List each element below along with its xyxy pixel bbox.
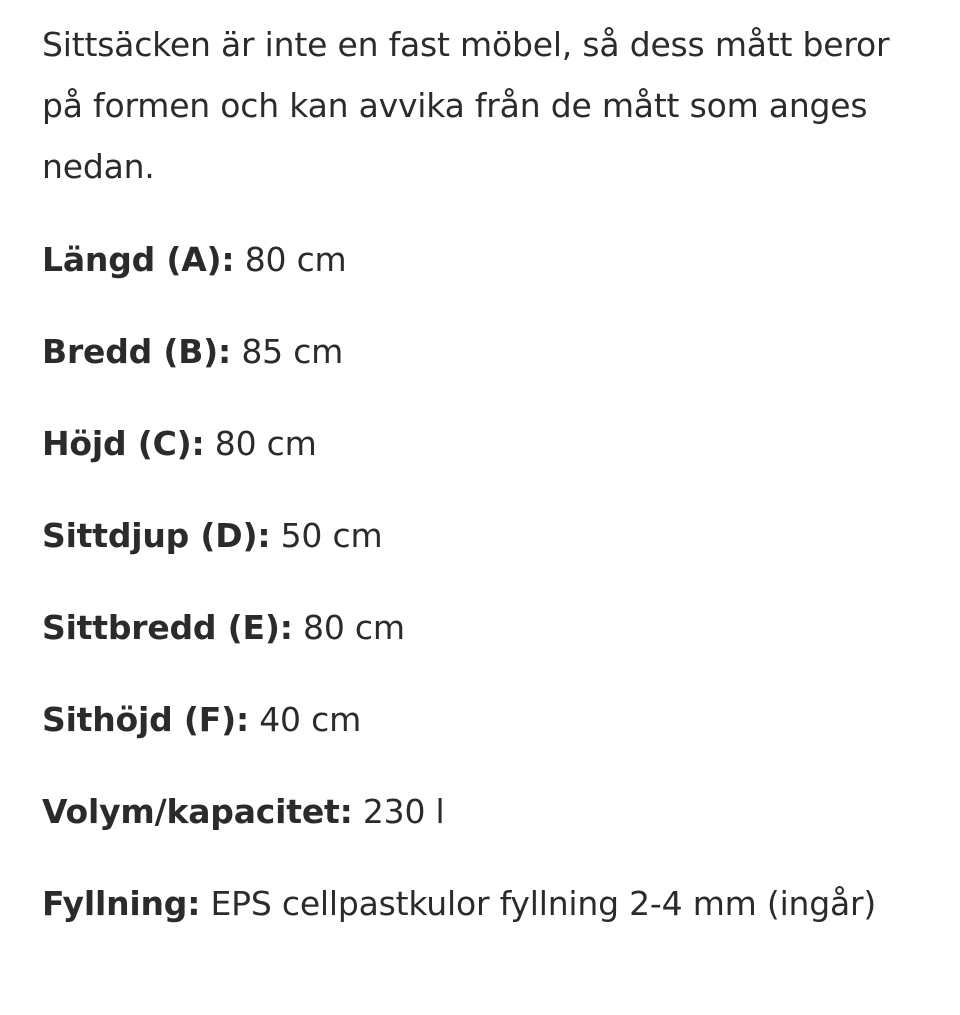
spec-seat-width (42, 597, 922, 658)
spec-value: 40 cm (259, 700, 362, 739)
spec-value: 230 l (362, 792, 445, 831)
spec-length (42, 229, 922, 290)
spec-volume (42, 781, 922, 842)
spec-label: Sittbredd (E): (42, 608, 293, 647)
spec-label: Volym/kapacitet: (42, 792, 353, 831)
product-dimensions-section (42, 14, 922, 934)
spec-filling (42, 873, 922, 934)
intro-paragraph: Sittsäcken är inte en fast möbel, så dess mått beror på formen och kan avvika från de mått som anges nedan. (42, 25, 890, 186)
spec-label: Sithöjd (F): (42, 700, 249, 739)
spec-value: EPS cellpastkulor fyllning 2-4 mm (ingår) (210, 884, 877, 923)
spec-label: Sittdjup (D): (42, 516, 271, 555)
spec-value: 80 cm (214, 424, 317, 463)
spec-height (42, 413, 922, 474)
spec-label: Höjd (C): (42, 424, 205, 463)
spec-value: 50 cm (280, 516, 383, 555)
spec-list (42, 229, 922, 934)
spec-value: 80 cm (303, 608, 405, 647)
spec-label: Bredd (B): (42, 332, 232, 371)
spec-value: 85 cm (241, 332, 344, 371)
spec-seat-depth (42, 505, 922, 566)
spec-seat-height (42, 689, 922, 750)
spec-label: Fyllning: (42, 884, 201, 923)
spec-value: 80 cm (244, 240, 347, 279)
spec-width (42, 321, 922, 382)
spec-label: Längd (A): (42, 240, 235, 279)
